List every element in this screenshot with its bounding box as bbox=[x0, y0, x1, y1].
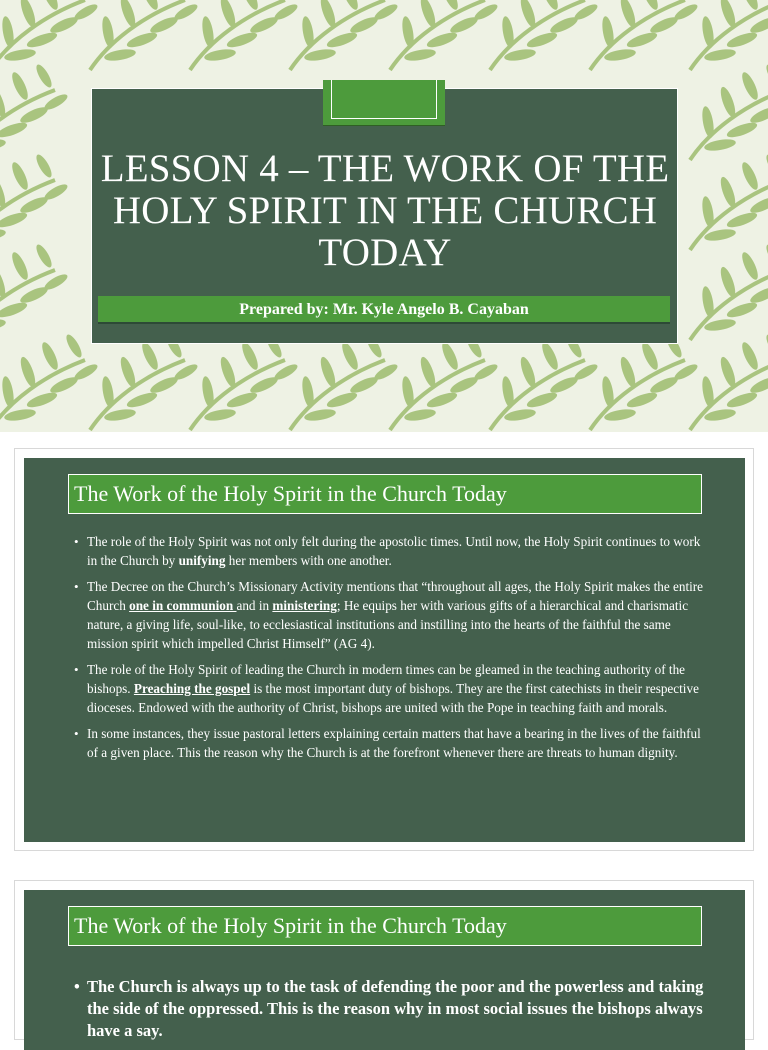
slide-heading: The Work of the Holy Spirit in the Church Today bbox=[68, 906, 702, 946]
bullet-list bbox=[74, 532, 704, 768]
slide-heading: The Work of the Holy Spirit in the Church Today bbox=[68, 474, 702, 514]
list-item bbox=[74, 532, 704, 571]
bullet-text: The Church is always up to the task of defending the poor and the powerless and taking the side of the oppressed. This is the reason why in most social issues the bishops always have a say. bbox=[87, 977, 704, 1040]
bullet-icon: • bbox=[74, 534, 79, 549]
bullet-text: The role of the Holy Spirit of leading the Church in modern times can be gleamed in the teaching authority of the bishops. bbox=[87, 661, 686, 697]
bullet-icon: • bbox=[74, 661, 79, 677]
list-item bbox=[74, 724, 704, 763]
content-panel bbox=[24, 458, 745, 842]
bullet-icon: • bbox=[74, 725, 79, 741]
bullet-emphasis: ministering bbox=[272, 597, 337, 613]
slide-title: LESSON 4 – THE WORK OF THE HOLY SPIRIT IN THE CHURCH TODAY bbox=[100, 147, 670, 274]
bullet-text: The Decree on the Church’s Missionary Activity mentions that “throughout all ages, the Holy Spirit makes the entire Church bbox=[87, 578, 704, 613]
list-item bbox=[74, 660, 704, 718]
bullet-text: is the most important duty of bishops. They are the first catechists in their respective dioceses. Endowed with the authority of Christ, bishops are united with the Pope in teaching faith and morals. bbox=[87, 681, 699, 716]
bullet-emphasis: one in communion bbox=[129, 597, 237, 613]
list-item bbox=[74, 976, 704, 1042]
bullet-text: ; He equips her with various gifts of a hierarchical and charismatic nature, a giving life, soul-like, to ecclesiastical institutions and instilling into the hearts of the faithful the same mission spirit which impelled Christ Himself” (AG 4). bbox=[87, 597, 689, 652]
content-slide-2 bbox=[14, 880, 754, 1040]
prepared-by-label: Prepared by: Mr. Kyle Angelo B. Cayaban bbox=[98, 296, 670, 324]
bullet-text: and in bbox=[236, 597, 273, 613]
list-item bbox=[74, 577, 704, 654]
bullet-list bbox=[74, 976, 704, 1042]
bullet-text: In some instances, they issue pastoral letters explaining certain matters that have a bearing in the lives of the faithful of a given place. This the reason why the Church is at the forefront whenever there are threats to human dignity. bbox=[87, 725, 701, 760]
content-panel bbox=[24, 890, 745, 1050]
bullet-text: The role of the Holy Spirit was not only felt during the apostolic times. Until now, the Holy Spirit continues to work in the Church by bbox=[87, 534, 701, 569]
content-slide-1 bbox=[14, 448, 754, 851]
bullet-text: her members with one another. bbox=[225, 553, 392, 569]
title-tab-decoration bbox=[323, 80, 445, 126]
title-slide bbox=[0, 0, 768, 432]
bullet-icon: • bbox=[74, 578, 79, 594]
bullet-emphasis: Preaching the gospel bbox=[133, 681, 251, 697]
bullet-icon: • bbox=[74, 977, 80, 996]
bullet-emphasis: unifying bbox=[178, 553, 226, 569]
